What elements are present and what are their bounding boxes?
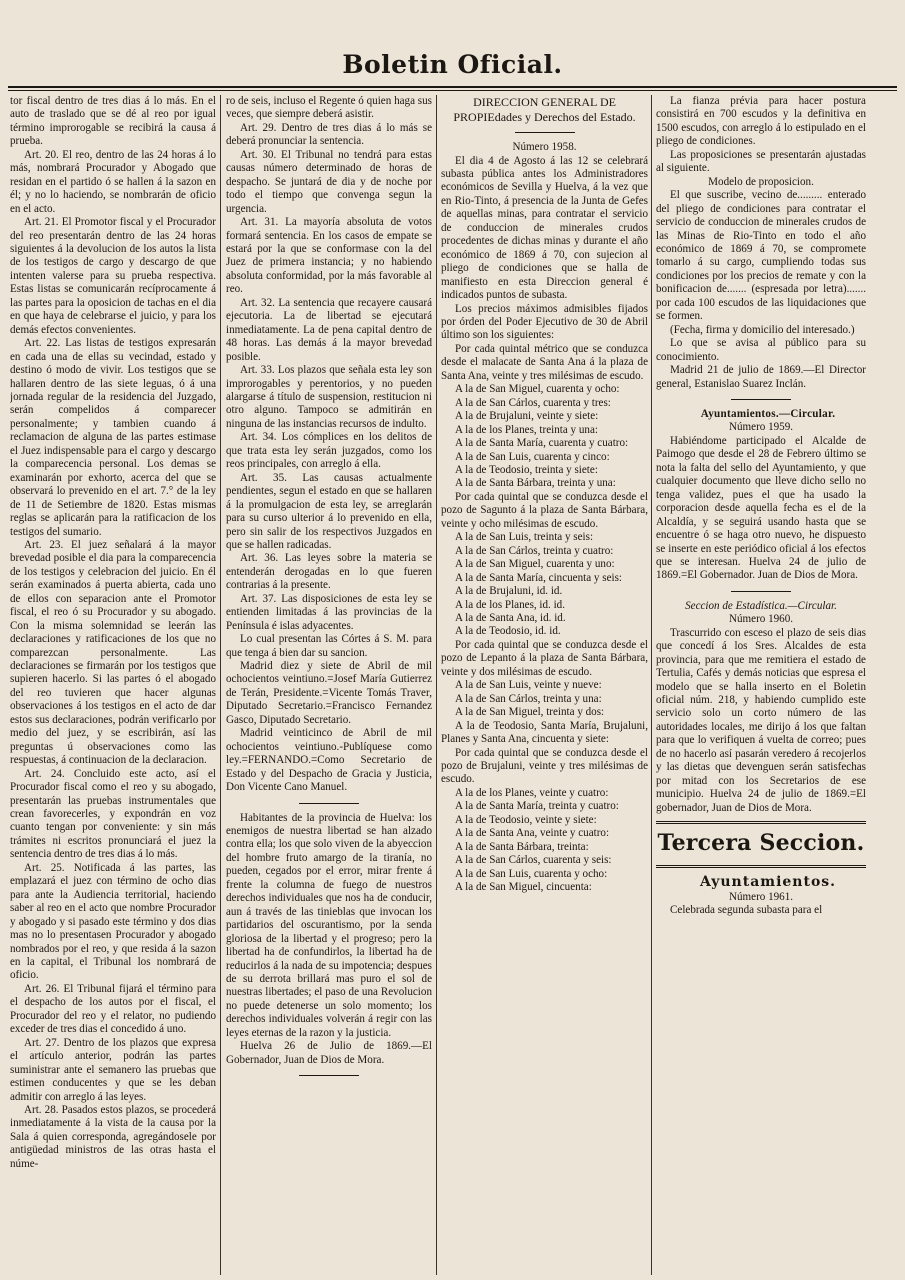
section-title: Tercera Seccion. bbox=[657, 830, 865, 857]
article-23: Art. 23. El juez señalará á la mayor brevedad posible el dia para la comparecencia de los testigos y celebracion del juicio. En él serán examinados á puerta abierta, cada uno de ellos con separacion ante el Promotor fiscal, el reo ó su Procurador y su abogado. Con la misma solemnidad se leerán las declaraciones y ratificaciones de los que no comparezcan personalmente. Las declaraciones se firmarán por los testigos que supieren hacerlo. Si las partes ó el abogado del reo tuvieren que hacer algunas observaciones á los testigos en el acto de dar estos sus declaraciones, podrán verificarlo por medio del juez, y se escribirán, así las preguntas ú observaciones como las respuestas, á continuacion de la declaracion. bbox=[10, 538, 216, 767]
section-rule bbox=[656, 865, 866, 868]
list-item: A la de los Planes, treinta y una: bbox=[455, 423, 598, 436]
article-24: Art. 24. Concluido este acto, así el Procurador fiscal como el reo y su abogado, presentarán las pruebas instrumentales que crean favorecerles, y expondrán en voz cuanto tengan por conveniente: y sin más trámites ni escritos pronunciará el juez la sentencia dentro de tres dias á lo más. bbox=[10, 767, 216, 861]
proclamation: Habitantes de la provincia de Huelva: los enemigos de nuestra libertad se han alzado contra ella; los que solo viven de la abyeccion del hombre fruto amargo de la tiranía, no pueden, cegados por el error, mirar frente á frente la columna de fuego de nuestros derechos individuales que nos ha de conducir, aun á través de las tinieblas que invocan los partidarios del oscurantismo, por la senda gloriosa de la libertad y el progreso; pero la libertad ha de confundirlos, la libertad ha de reducirlos á la nada de su impotencia; despues de su derrota brillará mas puro el sol de nuestras libertades; el paso de una Revolucion no puede detenerse un solo momento; los derechos individuales volverán á regir con las leyes eternas de la razon y la justicia. bbox=[226, 811, 432, 1039]
column-1 bbox=[10, 95, 216, 1275]
paragraph: Trascurrido con esceso el plazo de seis dias que concedí á los Sres. Alcaldes de esta provincia, para que me remitiera el estado de Tertulia, Cafés y demás noticias que espresa el modelo que se halla inserto en el Boletin oficial núm. 218, y habiendo cumplido este servicio solo un corto número de las autoridades locales, me dirijo á los que faltan para que lo verifiquen á vuelta de correo; pues de no hacerlo así pasarán veredero á recojerlos y las dietas que devenguen serán satisfechas por mitad con los Secretarios de ese municipio. Huelva 24 de julio de 1869.=El gobernador, Juan de Dios de Mora. bbox=[656, 626, 866, 814]
sanction-text: Lo cual presentan las Córtes á S. M. para que tenga á bien dar su sancion. bbox=[226, 633, 432, 659]
paragraph: Las proposiciones se presentarán ajustadas al siguiente. bbox=[656, 148, 866, 175]
list-item: A la de San Cárlos, cuarenta y tres: bbox=[455, 396, 611, 409]
paragraph: El dia 4 de Agosto á las 12 se celebrará subasta pública antes los Administradores económicos de Sevilla y Huelva, á la vez que en Rio-Tinto, á presencia de la Junta de Gefes de aquellas minas, para contratar el servicio de conduccion de minerales crudos procedentes de dichas minas y durante el año económico de 1869 á 70, con sujecion al pliego de condiciones que se halla de manifiesto en esta Direccion general é indicados puntos de subasta. bbox=[441, 154, 648, 302]
paragraph: Celebrada segunda subasta para el bbox=[670, 904, 823, 917]
article-35: Art. 35. Las causas actualmente pendientes, segun el estado en que se hallaren á la promulgacion de esta ley, se arreglarán para su curso ulterior á lo prevenido en ella, pero sin salir de los respectivos Juzgados en que se hallen radicadas. bbox=[226, 471, 432, 551]
column-2 bbox=[226, 95, 432, 1275]
notice-number: Número 1960. bbox=[728, 613, 794, 626]
list-item: A la de Santa María, treinta y cuatro: bbox=[455, 800, 619, 813]
column-divider bbox=[220, 95, 221, 1275]
list-item: A la de San Miguel, cincuenta: bbox=[455, 881, 592, 894]
list-item: A la de San Luis, veinte y nueve: bbox=[455, 679, 602, 692]
paragraph: ro de seis, incluso el Regente ó quien haga sus veces, que siempre deberá asistir. bbox=[226, 95, 432, 121]
list-item: A la de San Luis, cuarenta y ocho: bbox=[455, 867, 608, 880]
article-29: Art. 29. Dentro de tres dias á lo más se deberá pronunciar la sentencia. bbox=[226, 121, 432, 148]
signature-block: Madrid veinticinco de Abril de mil ochocientos veintiuno.-Publíquese como ley.=FERNANDO.=Como Secretario de Estado y del Despacho de Gracia y Justicia, Don Vicente Cano Manuel. bbox=[226, 727, 432, 794]
paragraph: Por cada quintal que se conduzca desde el pozo de Lepanto á la plaza de Santa Bárbara, veinte y dos milésimas de escudo. bbox=[441, 638, 648, 678]
paragraph: Por cada quintal que se conduzca desde el pozo de Sagunto á la plaza de Santa Bárbara, veinte y ocho milésimas de escudo. bbox=[441, 490, 648, 530]
list-item: A la de Santa María, cuarenta y cuatro: bbox=[455, 437, 629, 450]
article-27: Art. 27. Dentro de los plazos que expresa el artículo anterior, podrán las partes suministrar ante el semanero las pruebas que estimen conducentes y que se les deban admitir con arreglo á las leyes. bbox=[10, 1036, 216, 1103]
paragraph: Por cada quintal que se conduzca desde el pozo de Brujaluni, veinte y tres milésimas de escudo. bbox=[441, 746, 648, 786]
column-4 bbox=[656, 95, 866, 1275]
article-37: Art. 37. Las disposiciones de esta ley se entienden limitadas á las provincias de la Península é islas adyacentes. bbox=[226, 592, 432, 632]
notice-number: Número 1959. bbox=[728, 421, 794, 434]
model-heading: Modelo de proposicion. bbox=[708, 175, 814, 188]
separator bbox=[731, 399, 791, 400]
circular-heading: Ayuntamientos.—Circular. bbox=[700, 407, 836, 420]
list-item: A la de Santa Ana, id. id. bbox=[455, 611, 566, 624]
proclamation-signature: Huelva 26 de Julio de 1869.—El Gobernador, Juan de Dios de Mora. bbox=[226, 1040, 432, 1066]
list-item: A la de Brujaluni, veinte y siete: bbox=[455, 410, 599, 423]
list-item: A la de San Miguel, cuarenta y uno: bbox=[455, 558, 615, 571]
article-30: Art. 30. El Tribunal no tendrá para estas causas número determinado de horas de despacho. Se juntará de dia y de noche por todo el tiempo que convenga segun la urgencia. bbox=[226, 148, 432, 215]
paragraph: Por cada quintal métrico que se conduzca desde el malacate de Santa Ana á la plaza de Santa Ana, veinte y tres milésimas de escudo. bbox=[441, 342, 648, 382]
paragraph: Habiéndome participado el Alcalde de Paimogo que desde el 28 de Febrero último se nota la falta del sello del Ayuntamiento, y que cualquier documento que lleve dicho sello no tenga validez, pues el que ha usado la corporacion desde aquella fecha es el de la Alcaldía, y se seguirá usando hasta que se encuentre ó se haga otro nuevo, he dispuesto se inserte en este periódico oficial á los efectos que se interesan. Huelva 24 de julio de 1869.=El Gobernador. Juan de Dios de Mora. bbox=[656, 434, 866, 582]
list-item: A la de San Cárlos, treinta y cuatro: bbox=[455, 544, 614, 557]
list-item: A la de Teodosio, veinte y siete: bbox=[455, 813, 597, 826]
list-item: A la de Teodosio, treinta y siete: bbox=[455, 464, 598, 476]
column-divider bbox=[436, 95, 437, 1275]
article-36: Art. 36. Las leyes sobre la materia se entenderán derogadas en lo que fueren contrarias á la presente. bbox=[226, 552, 432, 592]
section-heading: DIRECCION GENERAL DE PROPIEdades y Derechos del Estado. bbox=[453, 95, 636, 124]
paragraph: tor fiscal dentro de tres dias á lo más. En el auto de traslado que se dé al reo por igual término improrogable se recibirá la causa á prueba. bbox=[10, 95, 216, 148]
ayuntamientos-heading: Ayuntamientos. bbox=[699, 873, 837, 890]
paragraph: La fianza prévia para hacer postura consistirá en 700 escudos y la definitiva en 1500 escudos, con arreglo á lo estipulado en el pliego de condiciones. bbox=[656, 95, 866, 148]
list-item: A la de San Luis, cuarenta y cinco: bbox=[455, 450, 610, 463]
article-32: Art. 32. La sentencia que recayere causará ejecutoria. La de libertad se ejecutará inmediatamente. La de pena capital dentro de 48 horas. Las demás á la mayor brevedad posible. bbox=[226, 296, 432, 363]
list-item: A la de Teodosio, id. id. bbox=[455, 625, 561, 638]
page-title: Boletin Oficial. bbox=[342, 50, 563, 79]
paragraph: (Fecha, firma y domicilio del interesado.) bbox=[670, 323, 855, 336]
list-item: A la de Brujaluni, id. id. bbox=[455, 585, 563, 598]
article-34: Art. 34. Los cómplices en los delitos de que trata esta ley serán juzgados, como los reos principales, con arreglo á ella. bbox=[226, 431, 432, 471]
article-21: Art. 21. El Promotor fiscal y el Procurador del reo presentarán dentro de las 24 horas siguientes á la devolucion de los autos la lista de los testigos de cargo y descargo de que intenten valerse para su prueba respectiva. Estas listas se comunicarán recíprocamente á las partes para la oposicion de tachas en el dia en que haya de celebrarse el juicio, y para los demás efectos convenientes. bbox=[10, 216, 216, 336]
list-item: A la de Teodosio, Santa María, Brujaluni, Planes y Santa Ana, cincuenta y siete: bbox=[441, 719, 648, 746]
list-item: A la de Santa Bárbara, treinta y una: bbox=[455, 477, 616, 490]
section-rule bbox=[656, 821, 866, 824]
article-20: Art. 20. El reo, dentro de las 24 horas á lo más, nombrará Procurador y Abogado que residan en el partido ó se hallen á la sazon en él; y no lo haciendo, se nombrarán de oficio en el acto. bbox=[10, 148, 216, 215]
section-heading: Seccion de Estadística.—Circular. bbox=[685, 599, 837, 612]
article-28: Art. 28. Pasados estos plazos, se procederá inmediatamente á la vista de la causa por la Sala á quien corresponda, agregándosele por antigüedad ministros de las otras hasta el núme- bbox=[10, 1103, 216, 1170]
list-item: A la de San Luis, treinta y seis: bbox=[455, 531, 594, 544]
separator bbox=[299, 1075, 359, 1076]
list-item: A la de San Cárlos, treinta y una: bbox=[455, 692, 602, 705]
article-31: Art. 31. La mayoría absoluta de votos formará sentencia. En los casos de empate se estará por la que se conformase con la del Juez de primera instancia; y no habiendo absoluta conformidad, por la más favorable al reo. bbox=[226, 216, 432, 296]
list-item: A la de los Planes, id. id. bbox=[455, 598, 566, 611]
header-rule-thin bbox=[8, 90, 897, 91]
list-item: A la de San Miguel, cuarenta y ocho: bbox=[455, 383, 620, 396]
separator bbox=[515, 132, 575, 133]
column-divider bbox=[651, 95, 652, 1275]
paragraph: Los precios máximos admisibles fijados por órden del Poder Ejecutivo de 30 de Abril último son los siguientes: bbox=[441, 302, 648, 342]
list-item: A la de Santa María, cincuenta y seis: bbox=[455, 571, 622, 584]
separator bbox=[731, 591, 791, 592]
list-item: A la de San Cárlos, cuarenta y seis: bbox=[455, 854, 612, 867]
signature-block: Madrid diez y siete de Abril de mil ochocientos veintiuno.=Josef María Gutierrez de Terán, Presidente.=Vicente Tomás Traver, Diputado Secretario.=Francisco Fernandez Gasco, Diputado Secretario. bbox=[226, 660, 432, 726]
paragraph: Lo que se avisa al público para su conocimiento. bbox=[656, 337, 866, 363]
separator bbox=[299, 803, 359, 804]
article-26: Art. 26. El Tribunal fijará el término para el despacho de los autos por el fiscal, el Procurador del reo y el relator, no pudiendo exceder de tres dias el concedido á uno. bbox=[10, 982, 216, 1036]
article-33: Art. 33. Los plazos que señala esta ley son improrogables y perentorios, y no pueden alargarse á título de suspension, restitucion ni otro alguno. Tampoco se admitirán en ninguna de las instancias recursos de indulto. bbox=[226, 364, 432, 430]
notice-number: Número 1961. bbox=[728, 890, 794, 903]
article-25: Art. 25. Notificada á las partes, las emplazará el juez con término de ocho dias para ante la Audiencia territorial, haciendo saber al reo en el acto que nombre Procurador y abogado y si pasado este término y dos dias mas no lo presentasen Procurador y abogado nombrados por el reo, y que resida á la sazon en la capital, el Tribunal los nombrará de oficio. bbox=[10, 861, 216, 982]
list-item: A la de Santa Ana, veinte y cuatro: bbox=[455, 827, 610, 840]
column-3 bbox=[441, 95, 648, 1275]
list-item: A la de Santa Bárbara, treinta: bbox=[455, 840, 589, 853]
list-item: A la de San Miguel, treinta y dos: bbox=[455, 706, 605, 719]
article-22: Art. 22. Las listas de testigos expresarán en cada una de ellas su vecindad, estado y destino ó modo de vivir. Los testigos que se hallaren dentro de las siete leguas, ó á una jornada regular de la residencia del Juzgado, serán compelidos á comparecer personalmente; y tambien cuando á reclamacion de alguna de las partes estimase el Juez indispensable para el cargo y descargo la comparecencia personal. Los demas se examinarán por exhorto, acerca del que se observará lo prevenido en el art. 7.° de la ley de 11 de Setiembre de 1820. Estas mismas reglas se aplicarán para la ratificacion de los testigos del sumario. bbox=[10, 337, 216, 538]
model-text: El que suscribe, vecino de......... enterado del pliego de condiciones para contratar el servicio de conduccion de minerales crudos de las Minas de Rio-Tinto en todo el año económico de 1869 á 70, se compromete tomarlo á su cargo, cumpliendo todas sus condiciones por los precios de remate y con la bonificacion de....... (espresada por letra)....... por cada 100 escudos de las liquidaciones que se formen. bbox=[656, 189, 866, 323]
notice-number: Número 1958. bbox=[512, 141, 577, 154]
list-item: A la de los Planes, veinte y cuatro: bbox=[455, 786, 609, 799]
signature-block: Madrid 21 de julio de 1869.—El Director general, Estanislao Suarez Inclán. bbox=[656, 364, 866, 390]
header-rule bbox=[8, 86, 897, 88]
